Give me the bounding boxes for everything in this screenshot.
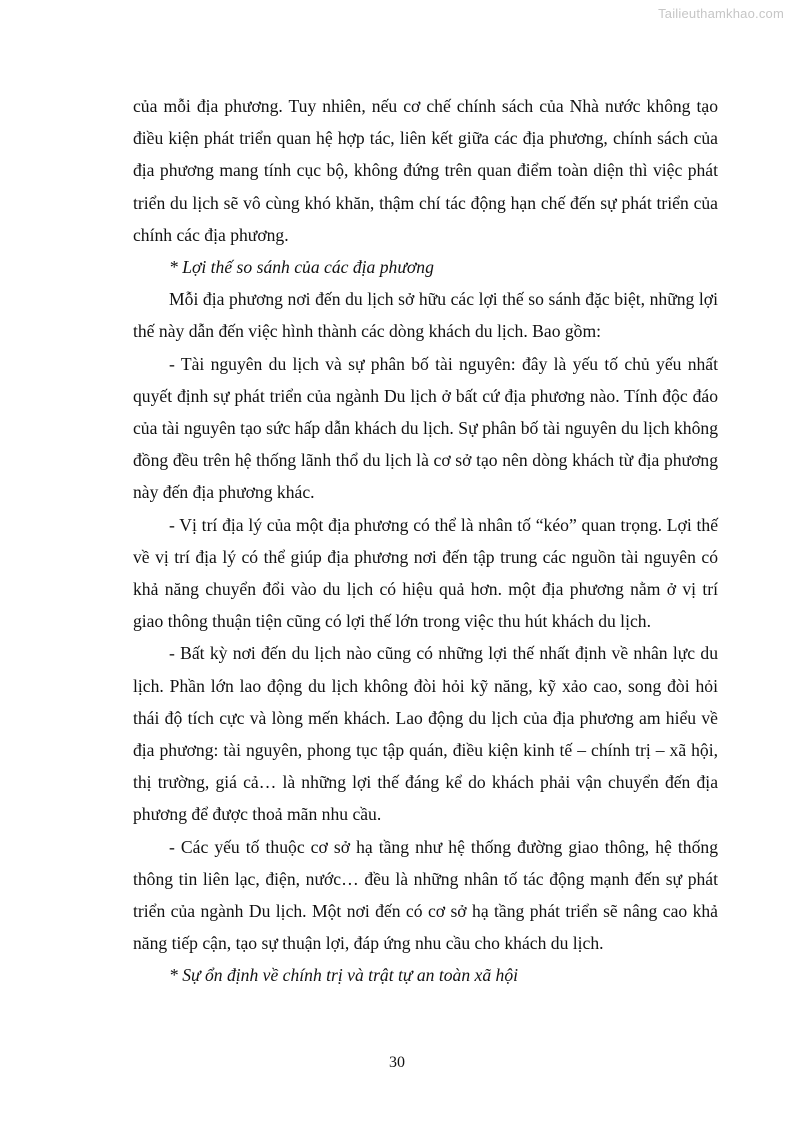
section-heading-comparative-advantage: * Lợi thế so sánh của các địa phương [169, 257, 434, 278]
document-body [133, 90, 718, 992]
paragraph-continuation: của mỗi địa phương. Tuy nhiên, nếu cơ chế chính sách của Nhà nước không tạo điều kiện phát triển quan hệ hợp tác, liên kết giữa các địa phương, chính sách của địa phương mang tính cục bộ, không đứng trên quan điểm toàn diện thì việc phát triển du lịch sẽ vô cùng khó khăn, thậm chí tác động hạn chế đến sự phát triển của chính các địa phương. [133, 96, 718, 245]
paragraph-infrastructure: - Các yếu tố thuộc cơ sở hạ tầng như hệ thống đường giao thông, hệ thống thông tin liên lạc, điện, nước… đều là những nhân tố tác động mạnh đến sự phát triển của ngành Du lịch. Một nơi đến có cơ sở hạ tầng phát triển sẽ nâng cao khả năng tiếp cận, tạo sự thuận lợi, đáp ứng nhu cầu cho khách du lịch. [133, 836, 718, 954]
paragraph-human-resources: - Bất kỳ nơi đến du lịch nào cũng có những lợi thế nhất định về nhân lực du lịch. Phần lớn lao động du lịch không đòi hỏi kỹ năng, kỹ xảo cao, song đòi hỏi thái độ tích cực và lòng mến khách. Lao động du lịch của địa phương am hiểu về địa phương: tài nguyên, phong tục tập quán, điều kiện kinh tế – chính trị – xã hội, thị trường, giá cả… là những lợi thế đáng kể do khách phải vận chuyển đến địa phương để được thoả mãn nhu cầu. [133, 643, 718, 825]
paragraph-intro: Mỗi địa phương nơi đến du lịch sở hữu các lợi thế so sánh đặc biệt, những lợi thế này dẫn đến việc hình thành các dòng khách du lịch. Bao gồm: [133, 289, 718, 342]
paragraph-tourism-resources: - Tài nguyên du lịch và sự phân bố tài nguyên: đây là yếu tố chủ yếu nhất quyết định sự phát triển của ngành Du lịch ở bất cứ địa phương nào. Tính độc đáo của tài nguyên tạo sức hấp dẫn khách du lịch. Sự phân bố tài nguyên du lịch không đồng đều trên hệ thống lãnh thổ du lịch là cơ sở tạo nên dòng khách từ địa phương này đến địa phương khác. [133, 353, 718, 503]
paragraph-geographic-location: - Vị trí địa lý của một địa phương có thể là nhân tố “kéo” quan trọng. Lợi thế về vị trí địa lý có thể giúp địa phương nơi đến tập trung các nguồn tài nguyên có khả năng chuyển đổi vào du lịch có hiệu quả hơn. một địa phương nằm ở vị trí giao thông thuận tiện cũng có lợi thế lớn trong việc thu hút khách du lịch. [133, 514, 718, 632]
page-number: 30 [389, 1054, 405, 1071]
section-heading-political-stability: * Sự ổn định về chính trị và trật tự an toàn xã hội [169, 965, 519, 986]
watermark: Tailieuthamkhao.com [658, 6, 784, 21]
